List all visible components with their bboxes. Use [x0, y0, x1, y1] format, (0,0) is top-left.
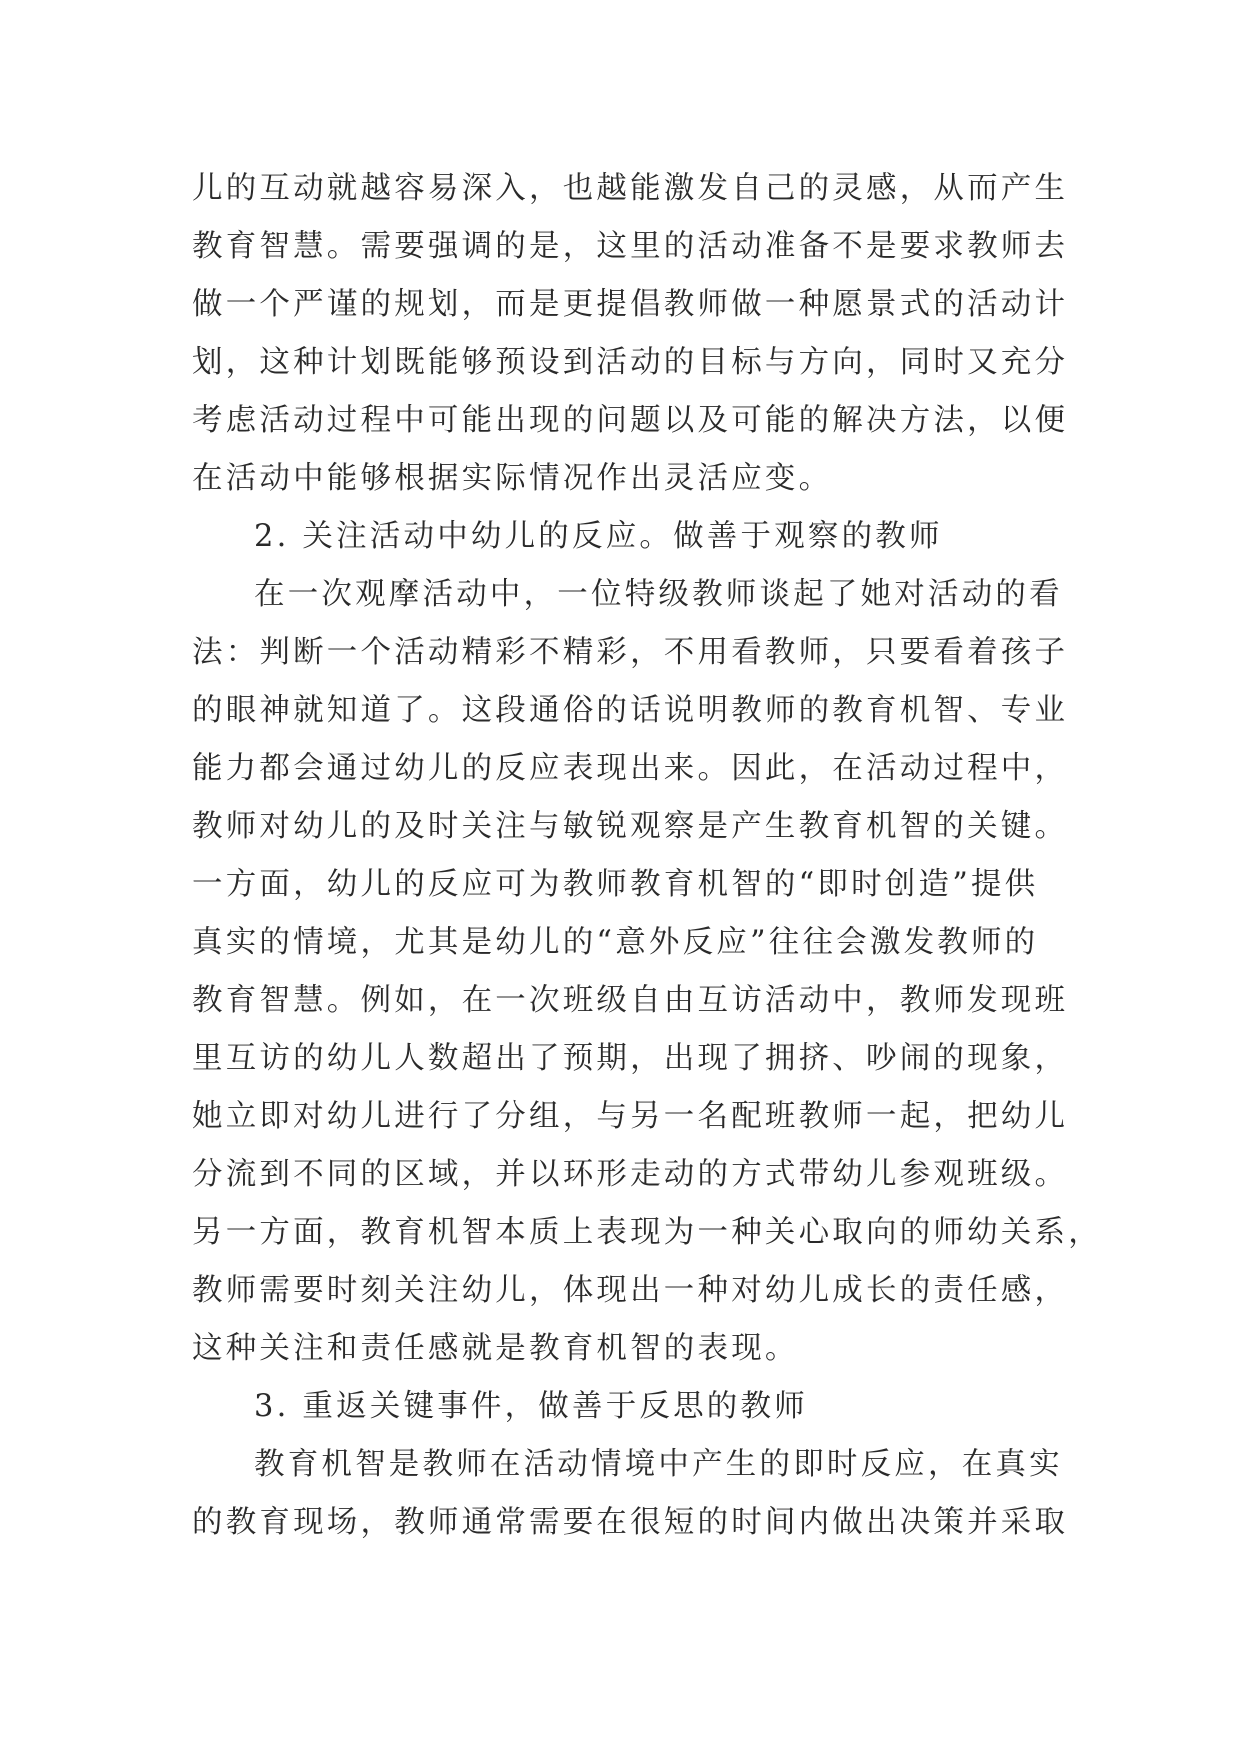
text-line: 教育智慧。需要强调的是，这里的活动准备不是要求教师去	[192, 229, 1069, 264]
text-line: 真实的情境，尤其是幼儿的“意外反应”往往会激发教师的	[192, 925, 1039, 960]
text-line: 教育机智是教师在活动情境中产生的即时反应，在真实	[254, 1447, 1063, 1482]
text-line: 她立即对幼儿进行了分组，与另一名配班教师一起，把幼儿	[192, 1099, 1069, 1134]
text-line: 一方面，幼儿的反应可为教师教育机智的“即时创造”提供	[192, 867, 1039, 902]
text-line: 做一个严谨的规划，而是更提倡教师做一种愿景式的活动计	[192, 287, 1069, 322]
text-line: 的眼神就知道了。这段通俗的话说明教师的教育机智、专业	[192, 693, 1069, 728]
text-line: 教师需要时刻关注幼儿，体现出一种对幼儿成长的责任感，	[192, 1273, 1069, 1308]
text-line: 考虑活动过程中可能出现的问题以及可能的解决方法，以便	[192, 403, 1069, 438]
text-line: 划，这种计划既能够预设到活动的目标与方向，同时又充分	[192, 345, 1069, 380]
text-line: 在一次观摩活动中，一位特级教师谈起了她对活动的看	[254, 577, 1063, 612]
text-line: 法：判断一个活动精彩不精彩，不用看教师，只要看着孩子	[192, 635, 1069, 670]
text-line: 能力都会通过幼儿的反应表现出来。因此，在活动过程中，	[192, 751, 1069, 786]
text-line: 分流到不同的区域，并以环形走动的方式带幼儿参观班级。	[192, 1157, 1069, 1192]
text-line: 另一方面，教育机智本质上表现为一种关心取向的师幼关系，	[192, 1215, 1102, 1250]
section-heading: 3. 重返关键事件，做善于反思的教师	[254, 1389, 808, 1424]
body-text	[192, 160, 1102, 1552]
text-line: 这种关注和责任感就是教育机智的表现。	[192, 1331, 799, 1366]
text-line: 儿的互动就越容易深入，也越能激发自己的灵感，从而产生	[192, 171, 1069, 206]
text-line: 教育智慧。例如，在一次班级自由互访活动中，教师发现班	[192, 983, 1069, 1018]
text-line: 里互访的幼儿人数超出了预期，出现了拥挤、吵闹的现象，	[192, 1041, 1069, 1076]
section-heading: 2. 关注活动中幼儿的反应。做善于观察的教师	[254, 519, 943, 554]
text-line: 教师对幼儿的及时关注与敏锐观察是产生教育机智的关键。	[192, 809, 1069, 844]
text-line: 的教育现场，教师通常需要在很短的时间内做出决策并采取	[192, 1505, 1069, 1540]
text-line: 在活动中能够根据实际情况作出灵活应变。	[192, 461, 833, 496]
